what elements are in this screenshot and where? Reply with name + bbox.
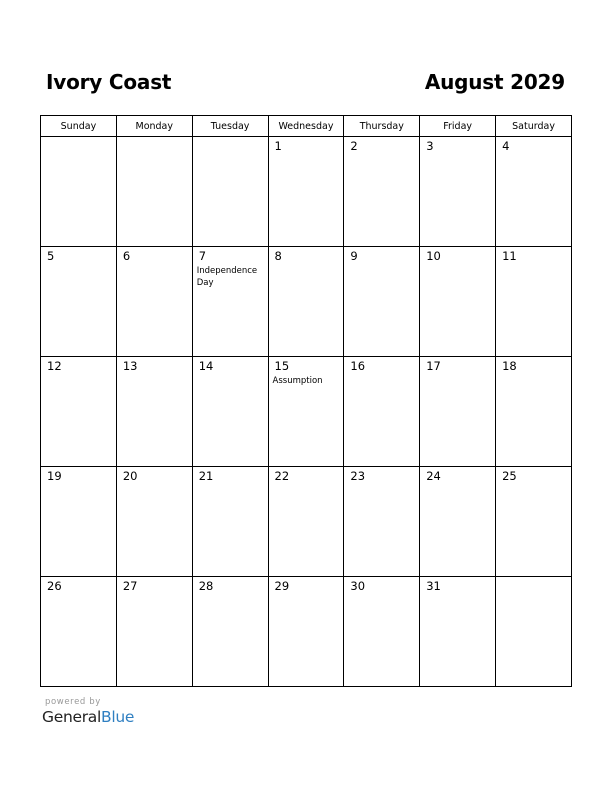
holiday-label: Independence Day: [196, 266, 258, 288]
day-cell: [344, 137, 420, 247]
day-cell: [192, 357, 268, 467]
day-number: 19: [47, 469, 62, 483]
day-cell: [41, 247, 117, 357]
day-cell: [344, 577, 420, 687]
day-number: 12: [47, 359, 62, 373]
day-number: 23: [350, 469, 366, 483]
day-cell: [420, 467, 496, 577]
weekday-friday: Friday: [420, 116, 496, 137]
day-cell: [496, 137, 572, 247]
week-row: [41, 137, 572, 247]
powered-by-label: powered by: [45, 697, 101, 707]
day-cell: [420, 247, 496, 357]
day-cell: [116, 357, 192, 467]
day-cell: [41, 467, 117, 577]
weekday-tuesday: Tuesday: [192, 116, 268, 137]
brand-blue-text: Blue: [100, 708, 135, 726]
day-number: 14: [198, 359, 214, 373]
month-year-title: August 2029: [424, 70, 565, 94]
weekday-thursday: Thursday: [344, 116, 420, 137]
day-cell-empty: [41, 137, 117, 247]
day-number: 25: [502, 469, 517, 483]
day-number: 3: [426, 139, 434, 153]
day-cell: [496, 357, 572, 467]
day-number: 13: [122, 359, 138, 373]
day-number: 31: [426, 579, 441, 593]
weekday-saturday: Saturday: [496, 116, 572, 137]
day-number: 1: [274, 139, 282, 153]
weekday-wednesday: Wednesday: [268, 116, 344, 137]
weekday-monday: Monday: [116, 116, 192, 137]
day-cell: [192, 577, 268, 687]
weekday-header-row: [41, 116, 572, 137]
day-number: 30: [350, 579, 366, 593]
day-number: 4: [502, 139, 510, 153]
calendar-grid: [40, 115, 572, 687]
day-number: 10: [426, 249, 441, 263]
generalblue-logo[interactable]: [42, 708, 134, 726]
day-cell: [41, 357, 117, 467]
day-number: 16: [350, 359, 366, 373]
day-cell: [192, 467, 268, 577]
day-cell: [268, 577, 344, 687]
day-number: 18: [502, 359, 517, 373]
brand-general-text: General: [42, 708, 101, 726]
week-row: [41, 357, 572, 467]
day-cell: [420, 137, 496, 247]
day-cell: [496, 247, 572, 357]
day-cell: [192, 247, 268, 357]
day-cell: [344, 357, 420, 467]
day-number: 27: [122, 579, 138, 593]
day-cell: [41, 577, 117, 687]
country-title: Ivory Coast: [46, 70, 172, 94]
day-cell: [496, 467, 572, 577]
week-row: [41, 467, 572, 577]
holiday-label: Assumption: [272, 376, 323, 386]
day-cell: [344, 247, 420, 357]
day-cell: [268, 247, 344, 357]
day-number: 21: [198, 469, 214, 483]
day-number: 2: [350, 139, 358, 153]
week-row: [41, 577, 572, 687]
day-number: 7: [198, 249, 207, 263]
day-cell: [116, 247, 192, 357]
day-number: 24: [426, 469, 441, 483]
week-row: [41, 247, 572, 357]
day-number: 5: [47, 249, 55, 263]
day-cell: [268, 137, 344, 247]
day-cell: [116, 577, 192, 687]
day-cell: [420, 577, 496, 687]
day-cell-empty: [496, 577, 572, 687]
day-cell: [268, 467, 344, 577]
day-cell: [116, 467, 192, 577]
day-number: 11: [502, 249, 517, 263]
day-number: 6: [122, 249, 131, 263]
day-cell: [420, 357, 496, 467]
day-cell: [344, 467, 420, 577]
day-number: 17: [426, 359, 441, 373]
day-cell-empty: [116, 137, 192, 247]
day-number: 15: [274, 359, 290, 373]
day-number: 22: [274, 469, 290, 483]
day-number: 20: [122, 469, 138, 483]
day-number: 29: [274, 579, 290, 593]
day-number: 26: [47, 579, 62, 593]
day-number: 28: [198, 579, 214, 593]
day-cell: [268, 357, 344, 467]
day-number: 9: [350, 249, 358, 263]
day-cell-empty: [192, 137, 268, 247]
day-number: 8: [274, 249, 282, 263]
weekday-sunday: Sunday: [41, 116, 117, 137]
